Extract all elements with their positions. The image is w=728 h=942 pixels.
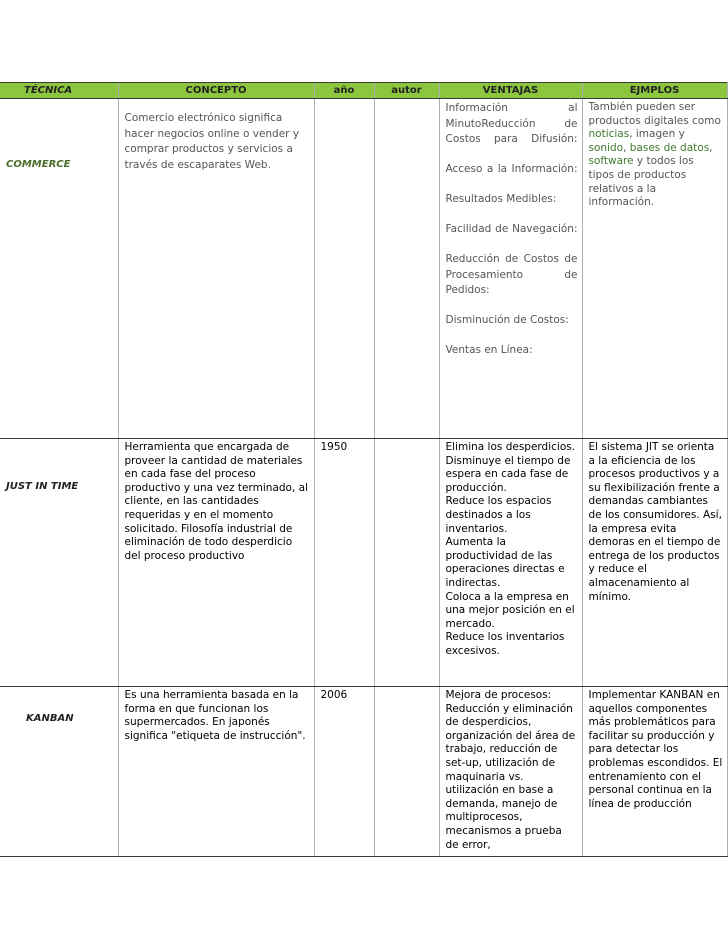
ventajas-cell <box>439 439 582 687</box>
ventaja-item: Reduce los espacios destinados a los inventarios. <box>445 495 552 535</box>
ventaja-item: Facilidad de Navegación: <box>445 223 578 235</box>
autor-cell <box>374 439 439 687</box>
ventaja-item: Coloca a la empresa en una mejor posición en el mercado. <box>445 590 575 630</box>
ventaja-item: Aumenta la productividad de las operaciones directas e indirectas. <box>445 536 565 589</box>
ejemplo-text: , <box>709 141 713 154</box>
ejemplos-cell: El sistema JIT se orienta a la eficiencia de los procesos productivos y a su flexibilización frente a demandas cambiantes de los consumidores. Así, la empresa evita demoras en el tiempo de entrega de los productos y reduce el almacenamiento al mínimo. <box>582 439 727 687</box>
tecnica-cell: JUST IN TIME <box>0 439 118 687</box>
header-row <box>0 83 727 99</box>
autor-cell <box>374 687 439 857</box>
header-ejemplos: EJMPLOS <box>582 83 727 99</box>
table-row-commerce <box>0 99 727 439</box>
ventajas-cell: Mejora de procesos: Reducción y eliminación de desperdicios, organización del área de trabajo, reducción de set-up, utilización de maquinaria vs. utilización en base a demanda, manejo de multiprocesos, mecanismos a prueba de error, <box>439 687 582 857</box>
header-anio: año <box>314 83 374 99</box>
table-row-just-in-time <box>0 439 727 687</box>
concepto-cell: Es una herramienta basada en la forma en que funcionan los supermercados. En japonés significa "etiqueta de instrucción". <box>118 687 314 857</box>
ejemplo-text: También pueden ser productos digitales como <box>588 101 721 127</box>
ventaja-item: Disminución de Costos: <box>445 314 569 326</box>
ventaja-item: Información al MinutoReducción de Costos para Difusión: <box>445 102 578 145</box>
header-tecnica: TÉCNICA <box>0 83 118 99</box>
ventaja-item: Reducción de Costos de Procesamiento de Pedidos: <box>445 253 578 296</box>
link-bases-de-datos[interactable]: bases de datos <box>629 141 710 154</box>
tecnica-cell: COMMERCE <box>0 99 118 439</box>
ejemplo-text: y todos los tipos de productos relativos a la información. <box>588 155 694 209</box>
ejemplo-text: , imagen y <box>629 128 685 141</box>
ventaja-item: Elimina los desperdicios. <box>445 441 576 453</box>
header-autor: autor <box>374 83 439 99</box>
table-row-kanban <box>0 687 727 857</box>
ventajas-cell <box>439 99 582 439</box>
ejemplos-cell <box>582 99 727 439</box>
link-software[interactable]: software <box>588 155 634 168</box>
ventaja-item: Reduce los inventarios excesivos. <box>445 631 565 657</box>
link-sonido[interactable]: sonido <box>588 141 624 154</box>
anio-cell <box>314 99 374 439</box>
ventaja-item: Resultados Medibles: <box>445 193 557 205</box>
concepto-cell: Comercio electrónico significa hacer negocios online o vender y comprar productos y servicios a través de escaparates Web. <box>118 99 314 439</box>
header-concepto: CONCEPTO <box>118 83 314 99</box>
ventaja-item: Acceso a la Información: <box>445 163 578 175</box>
autor-cell <box>374 99 439 439</box>
anio-cell: 2006 <box>314 687 374 857</box>
header-ventajas: VENTAJAS <box>439 83 582 99</box>
ventaja-item: Ventas en Línea: <box>445 344 533 356</box>
anio-cell: 1950 <box>314 439 374 687</box>
ventaja-item: Disminuye el tiempo de espera en cada fase de producción. <box>445 454 571 494</box>
concepto-cell: Herramienta que encargada de proveer la cantidad de materiales en cada fase del proceso productivo y una vez terminado, al cliente, en las cantidades requeridas y en el momento solicitado. Filosofía industrial de eliminación de todo desperdicio del proceso productivo <box>118 439 314 687</box>
ejemplo-text: , <box>623 141 630 154</box>
tecnica-cell: KANBAN <box>0 687 118 857</box>
link-noticias[interactable]: noticias <box>588 128 630 141</box>
ejemplos-cell: Implementar KANBAN en aquellos componentes más problemáticos para facilitar su producción y para detectar los problemas escondidos. El entrenamiento con el personal continua en la línea de producción <box>582 687 727 857</box>
techniques-table <box>0 82 728 857</box>
